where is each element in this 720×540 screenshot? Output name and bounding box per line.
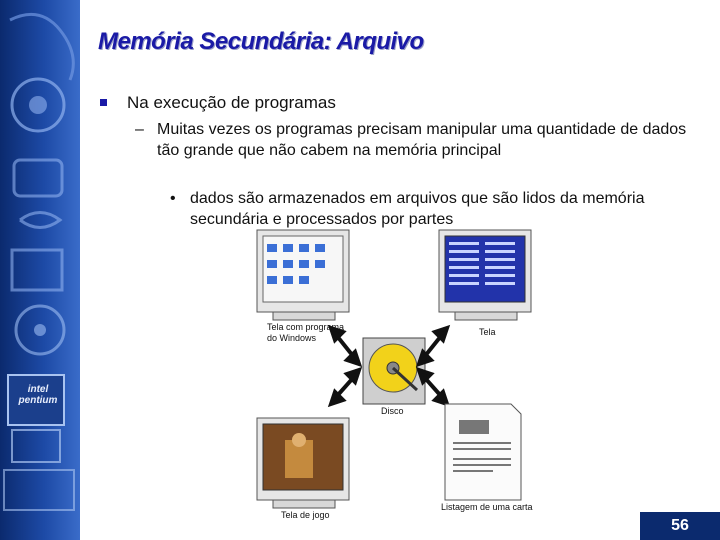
caption-listagem: Listagem de uma carta: [441, 502, 533, 512]
dash-marker: –: [135, 121, 144, 138]
square-bullet-icon: [100, 99, 107, 106]
game-screen-illustration: [257, 418, 349, 508]
disk-illustration: [363, 338, 425, 404]
caption-windows: Tela com programa do Windows: [267, 322, 345, 343]
dot-marker: •: [170, 190, 176, 207]
storage-diagram: [245, 228, 545, 528]
caption-tela: Tela: [479, 327, 496, 337]
page-number: 56: [640, 512, 720, 540]
bullet-1-text: Na execução de programas: [127, 93, 336, 112]
slide-title: Memória Secundária: Arquivo: [98, 28, 424, 55]
intel-logo: intel pentium: [18, 384, 58, 406]
letter-illustration: [445, 404, 521, 500]
windows-screen-illustration: [257, 230, 349, 320]
text-screen-illustration: [439, 230, 531, 320]
caption-jogo: Tela de jogo: [281, 510, 330, 520]
decorative-sidebar: [0, 0, 80, 540]
bullet-3-text: dados são armazenados em arquivos que são lidos da memória secundária e processados por partes: [190, 190, 645, 228]
bullet-2-text: Muitas vezes os programas precisam manipular uma quantidade de dados tão grande que não cabem na memória principal: [157, 121, 687, 159]
diagram-graphics: [245, 228, 545, 528]
caption-disco: Disco: [381, 406, 404, 416]
sidebar-graphics: [0, 0, 80, 540]
